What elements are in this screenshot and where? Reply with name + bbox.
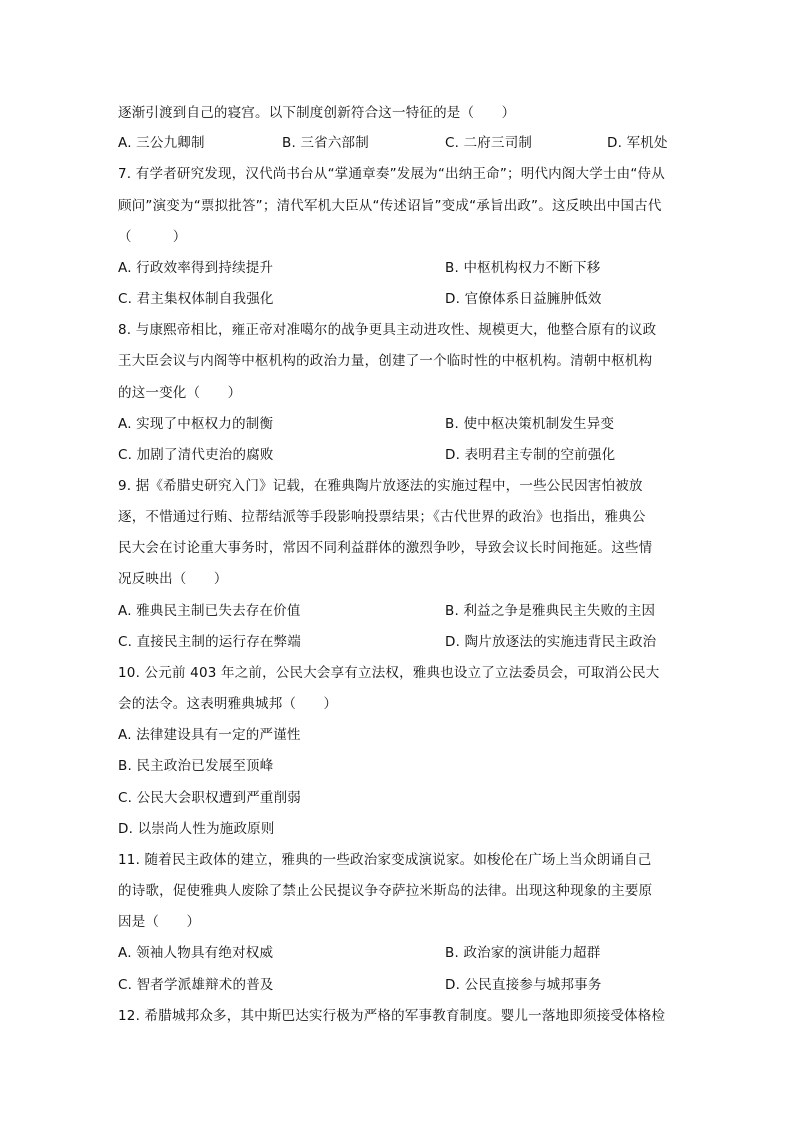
q10-stem-line-2: 会的法令。这表明雅典城邦（ ） xyxy=(118,696,338,712)
q9-stem-line-4: 况反映出（ ） xyxy=(118,571,228,587)
q9-stem-line-3: 民大会在讨论重大事务时，常因不同利益群体的激烈争吵，导致会议长时间拖延。这些情 xyxy=(118,540,653,556)
q10-option-d: D. 以崇尚人性为施政原则 xyxy=(118,821,275,837)
q8-option-a: A. 实现了中枢权力的制衡 xyxy=(118,416,274,432)
q6-option-d: D. 军机处 xyxy=(607,135,668,151)
q11-option-b: B. 政治家的演讲能力超群 xyxy=(445,945,601,961)
q7-option-a: A. 行政效率得到持续提升 xyxy=(118,260,274,276)
q10-option-c: C. 公民大会职权遭到严重削弱 xyxy=(118,790,302,806)
q9-option-b: B. 利益之争是雅典民主失败的主因 xyxy=(445,603,656,619)
q11-stem-line-1: 11. 随着民主政体的建立，雅典的一些政治家变成演说家。如梭伦在广场上当众朗诵自己 xyxy=(118,852,652,868)
q12-stem-line-1: 12. 希腊城邦众多，其中斯巴达实行极为严格的军事教育制度。婴儿一落地即须接受体格检 xyxy=(118,1008,666,1024)
q8-stem-line-2: 王大臣会议与内阁等中枢机构的政治力量，创建了一个临时性的中枢机构。清朝中枢机构 xyxy=(118,353,653,369)
q9-stem-line-2: 逐，不惜通过行贿、拉帮结派等手段影响投票结果；《古代世界的政治》也指出，雅典公 xyxy=(118,509,646,525)
q11-stem-line-2: 的诗歌，促使雅典人废除了禁止公民提议争夺萨拉米斯岛的法律。出现这种现象的主要原 xyxy=(118,883,653,899)
q8-option-c: C. 加剧了清代吏治的腐败 xyxy=(118,447,274,463)
q6-option-a: A. 三公九卿制 xyxy=(118,135,205,151)
q7-option-c: C. 君主集权体制自我强化 xyxy=(118,291,274,307)
q11-option-c: C. 智者学派雄辩术的普及 xyxy=(118,977,274,993)
q7-stem-line-2: 顾问”演变为“票拟批答”；清代军机大臣从“传述诏旨”变成“承旨出政”。这反映出中国古代 xyxy=(118,198,662,214)
q9-option-c: C. 直接民主制的运行存在弊端 xyxy=(118,634,302,650)
q10-stem-line-1: 10. 公元前 403 年之前，公民大会享有立法权，雅典也设立了立法委员会，可取消公民大 xyxy=(118,665,660,681)
q7-option-d: D. 官僚体系日益臃肿低效 xyxy=(445,291,602,307)
q9-option-d: D. 陶片放逐法的实施违背民主政治 xyxy=(445,634,657,650)
q7-stem-line-1: 7. 有学者研究发现，汉代尚书台从“掌通章奏”发展为“出纳王命”；明代内阁大学士由“侍从 xyxy=(118,166,665,182)
q8-option-b: B. 使中枢决策机制发生异变 xyxy=(445,416,615,432)
q6-stem-tail: 逐渐引渡到自己的寝宫。以下制度创新符合这一特征的是（ ） xyxy=(118,105,516,121)
q8-stem-line-1: 8. 与康熙帝相比，雍正帝对准噶尔的战争更具主动进攻性、规模更大，他整合原有的议政 xyxy=(118,322,657,338)
q6-option-b: B. 三省六部制 xyxy=(282,135,369,151)
q10-option-a: A. 法律建设具有一定的严谨性 xyxy=(118,727,301,743)
q6-option-c: C. 二府三司制 xyxy=(445,135,533,151)
q9-option-a: A. 雅典民主制已失去存在价值 xyxy=(118,603,301,619)
q7-stem-line-3: （ ） xyxy=(118,229,187,245)
q11-option-a: A. 领袖人物具有绝对权威 xyxy=(118,945,274,961)
q8-option-d: D. 表明君主专制的空前强化 xyxy=(445,447,616,463)
q11-stem-line-3: 因是（ ） xyxy=(118,914,201,930)
q11-option-d: D. 公民直接参与城邦事务 xyxy=(445,977,602,993)
q7-option-b: B. 中枢机构权力不断下移 xyxy=(445,260,601,276)
q8-stem-line-3: 的这一变化（ ） xyxy=(118,385,242,401)
q10-option-b: B. 民主政治已发展至顶峰 xyxy=(118,758,274,774)
q9-stem-line-1: 9. 据《希腊史研究入门》记载，在雅典陶片放逐法的实施过程中，一些公民因害怕被放 xyxy=(118,478,643,494)
